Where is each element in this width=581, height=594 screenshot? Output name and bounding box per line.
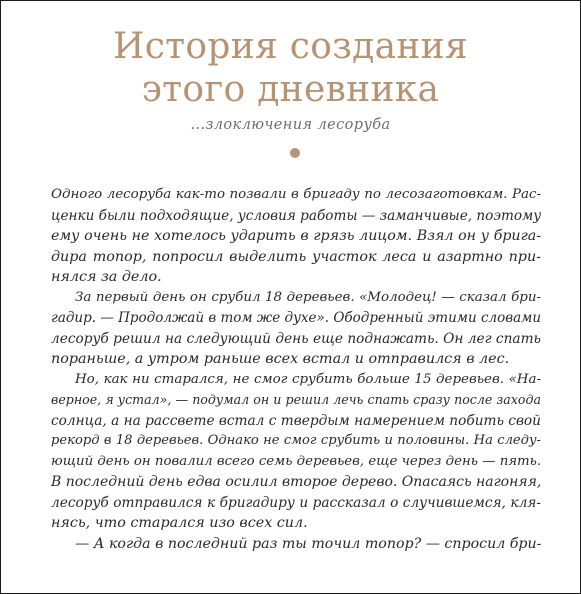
title-line-2: этого дневника: [141, 69, 440, 110]
text-line: гадир. — Продолжай в том же духе». Ободренный этими словами: [51, 310, 542, 326]
text-line: нялся за дело.: [51, 269, 162, 285]
text-line: Одного лесоруба как-то позвали в бригаду по лесозаготовкам. Рас-: [51, 187, 541, 202]
text-line: дира топор, попросил выделить участок леса и азартно при-: [51, 248, 541, 265]
text-line: В последний день едва осилил второе дерево. Опасаясь нагоняя,: [51, 474, 542, 490]
text-line: лесоруб решил на следующий день еще поднажать. Он лег спать: [51, 330, 541, 347]
text-line: лесоруб отправился к бригадиру и рассказал о случившемся, кля-: [51, 494, 541, 511]
text-line: солнца, а на рассвете встал с твердым намерением побить свой: [51, 412, 541, 429]
text-line: За первый день он срубил 18 деревьев. «Молодец! — сказал бри-: [75, 289, 541, 305]
text-line: ценки были подходящие, условия работы — заманчивые, поэтому: [51, 207, 542, 224]
text-line: верное, я устал», — подумал он и решил лечь спать сразу после захода: [51, 392, 541, 407]
page-subtitle: ...злоключения лесоруба: [190, 117, 391, 133]
text-line: Но, как ни старался, не смог срубить больше 15 деревьев. «На-: [75, 371, 541, 387]
text-line: ющий день он повалил всего семь деревьев, еще через день — пять.: [51, 453, 542, 469]
text-line: нясь, что старался изо всех сил.: [51, 515, 308, 531]
text-line: рекорд в 18 деревьев. Однако не смог срубить и половины. На следу-: [51, 433, 541, 448]
page-title: [1, 25, 580, 111]
body-text: [51, 185, 541, 554]
title-line-1: История создания: [113, 26, 468, 67]
text-line: пораньше, а утром раньше всех встал и отправился в лес.: [51, 351, 510, 367]
ornament-dot: [290, 148, 300, 158]
text-line: — А когда в последний раз ты точил топор? — спросил бри-: [75, 535, 542, 552]
text-line: ему очень не хотелось ударить в грязь лицом. Взял он у брига-: [51, 228, 541, 244]
